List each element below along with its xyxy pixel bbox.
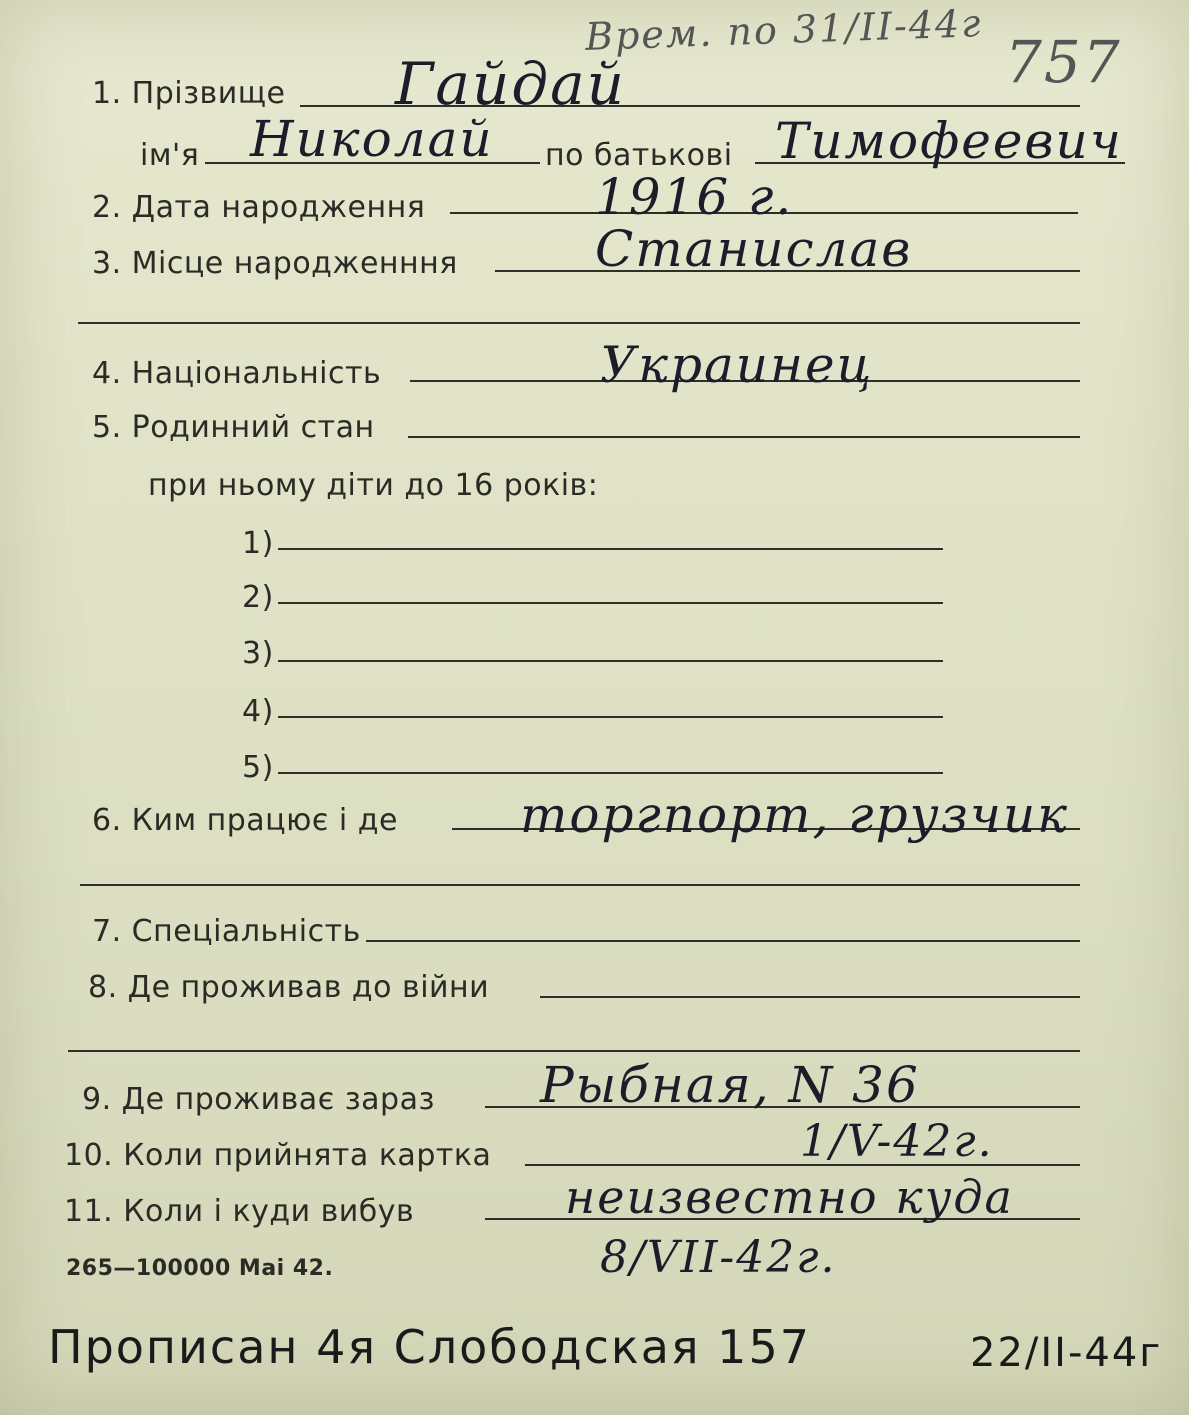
card-accepted-label: 10. Коли прийнята картка (64, 1138, 492, 1173)
surname-value: Гайдай (395, 50, 627, 118)
work-label: 6. Ким працює і де (92, 803, 398, 838)
specialty-line (366, 940, 1080, 942)
child-5-line (278, 772, 943, 774)
family-status-line (408, 436, 1080, 438)
print-code: 265—100000 Mai 42. (66, 1256, 334, 1281)
birth-date-value: 1916 г. (595, 168, 794, 226)
birth-place-value: Станислав (595, 220, 913, 278)
work-value: торгпорт, грузчик (520, 786, 1070, 844)
departed-label: 11. Коли і куди вибув (64, 1194, 415, 1229)
current-residence-label: 9. Де проживає зараз (82, 1082, 435, 1117)
child-1-label: 1) (242, 526, 274, 561)
prewar-residence-label: 8. Де проживав до війни (88, 970, 490, 1005)
nationality-value: Украинец (600, 336, 874, 394)
nationality-label: 4. Національність (92, 356, 382, 391)
surname-label: 1. Прізвище (92, 76, 286, 111)
child-3-label: 3) (242, 636, 274, 671)
child-1-line (278, 548, 943, 550)
child-3-line (278, 660, 943, 662)
departed-date: 8/VII-42г. (600, 1232, 837, 1283)
patronymic-label: по батькові (545, 138, 733, 173)
registration-date: 22/II-44г (970, 1330, 1163, 1376)
birth-place-line-2 (78, 322, 1080, 324)
prewar-residence-line-2 (68, 1050, 1080, 1052)
top-note: Врем. по 31/II-44г (584, 1, 984, 59)
patronymic-value: Тимофеевич (775, 112, 1123, 170)
child-4-label: 4) (242, 694, 274, 729)
children-label: при ньому діти до 16 років: (148, 468, 599, 503)
family-status-label: 5. Родинний стан (92, 410, 375, 445)
birth-place-label: 3. Місце народженння (92, 246, 458, 281)
name-value: Николай (250, 110, 494, 168)
current-residence-value: Рыбная, N 36 (540, 1056, 920, 1114)
work-line-2 (80, 884, 1080, 886)
child-5-label: 5) (242, 750, 274, 785)
birth-date-label: 2. Дата народження (92, 190, 426, 225)
registration-note: Прописан 4я Слободская 157 (48, 1320, 811, 1374)
departed-value: неизвестно куда (565, 1170, 1014, 1224)
child-2-line (278, 602, 943, 604)
card-number: 757 (1005, 28, 1122, 96)
prewar-residence-line (540, 996, 1080, 998)
child-4-line (278, 716, 943, 718)
name-label: ім'я (140, 138, 200, 173)
card-accepted-value: 1/V-42г. (800, 1116, 994, 1167)
child-2-label: 2) (242, 580, 274, 615)
specialty-label: 7. Спеціальність (92, 914, 361, 949)
